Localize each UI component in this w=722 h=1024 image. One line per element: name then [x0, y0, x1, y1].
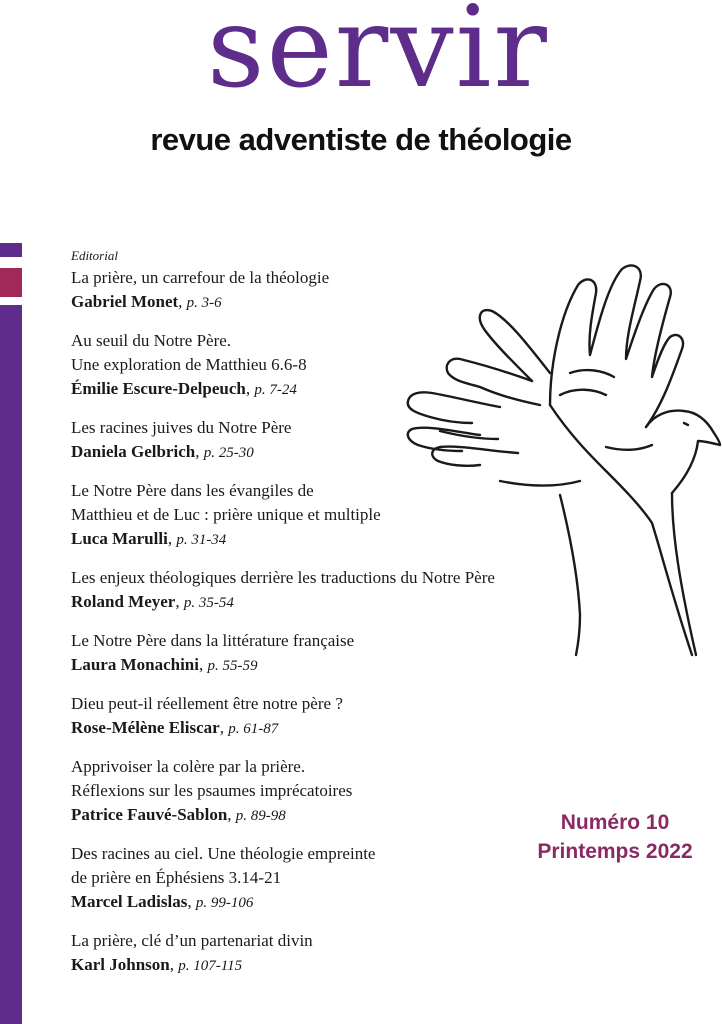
- toc-entry[interactable]: [71, 842, 551, 915]
- article-pages: p. 89-98: [235, 808, 286, 824]
- side-bar-main: [0, 305, 22, 1024]
- side-bar-top: [0, 243, 22, 257]
- article-title: Réflexions sur les psaumes imprécatoires: [71, 781, 353, 800]
- masthead: [0, 0, 722, 170]
- issue-season: Printemps 2022: [537, 840, 693, 863]
- article-author: Émilie Escure-Delpeuch: [71, 379, 246, 398]
- article-byline: Émilie Escure-Delpeuch, p. 7-24: [71, 379, 297, 398]
- article-title: La prière, clé d’un partenariat divin: [71, 931, 313, 950]
- article-title: Matthieu et de Luc : prière unique et multiple: [71, 505, 381, 524]
- journal-logo: servir: [207, 0, 549, 113]
- article-byline: Gabriel Monet, p. 3-6: [71, 292, 222, 311]
- article-byline: Laura Monachini, p. 55-59: [71, 655, 258, 674]
- article-byline: Rose-Mélène Eliscar, p. 61-87: [71, 718, 279, 737]
- article-author: Laura Monachini: [71, 655, 199, 674]
- article-title: Une exploration de Matthieu 6.6-8: [71, 355, 307, 374]
- article-byline: Karl Johnson, p. 107-115: [71, 955, 243, 974]
- article-title: La prière, un carrefour de la théologie: [71, 268, 330, 287]
- article-byline: Daniela Gelbrich, p. 25-30: [71, 442, 254, 461]
- article-title: Apprivoiser la colère par la prière.: [71, 757, 306, 776]
- article-pages: p. 61-87: [228, 721, 279, 737]
- article-title: Les racines juives du Notre Père: [71, 418, 292, 437]
- article-author: Gabriel Monet: [71, 292, 179, 311]
- article-title: Dieu peut-il réellement être notre père ?: [71, 694, 343, 713]
- article-byline: Patrice Fauvé-Sablon, p. 89-98: [71, 805, 286, 824]
- side-bar-accent: [0, 268, 22, 297]
- toc-entry[interactable]: [71, 755, 551, 828]
- article-pages: p. 31-34: [176, 532, 227, 548]
- article-author: Karl Johnson: [71, 955, 170, 974]
- article-pages: p. 3-6: [186, 295, 222, 311]
- article-author: Roland Meyer: [71, 592, 176, 611]
- article-pages: p. 55-59: [207, 658, 258, 674]
- article-pages: p. 7-24: [254, 382, 297, 398]
- article-title: Des racines au ciel. Une théologie empreinte: [71, 844, 376, 863]
- article-author: Daniela Gelbrich: [71, 442, 196, 461]
- article-pages: p. 99-106: [195, 895, 254, 911]
- article-pages: p. 35-54: [183, 595, 234, 611]
- article-title: Les enjeux théologiques derrière les traductions du Notre Père: [71, 568, 495, 587]
- article-author: Marcel Ladislas: [71, 892, 188, 911]
- article-byline: Marcel Ladislas, p. 99-106: [71, 892, 254, 911]
- toc-entry[interactable]: [71, 929, 551, 978]
- section-label: Editorial: [71, 248, 118, 263]
- article-author: Luca Marulli: [71, 529, 168, 548]
- issue-number: Numéro 10: [560, 811, 670, 834]
- article-author: Patrice Fauvé-Sablon: [71, 805, 228, 824]
- article-title: de prière en Éphésiens 3.14-21: [71, 868, 282, 887]
- journal-subtitle: revue adventiste de théologie: [150, 122, 572, 157]
- toc-entry[interactable]: [71, 692, 551, 741]
- article-pages: p. 25-30: [203, 445, 254, 461]
- hands-dove-shadow-icon: [400, 255, 722, 660]
- article-byline: Luca Marulli, p. 31-34: [71, 529, 227, 548]
- article-byline: Roland Meyer, p. 35-54: [71, 592, 234, 611]
- article-pages: p. 107-115: [178, 958, 243, 974]
- article-author: Rose-Mélène Eliscar: [71, 718, 220, 737]
- article-title: Au seuil du Notre Père.: [71, 331, 232, 350]
- article-title: Le Notre Père dans la littérature française: [71, 631, 355, 650]
- issue-info: [530, 808, 700, 866]
- article-title: Le Notre Père dans les évangiles de: [71, 481, 314, 500]
